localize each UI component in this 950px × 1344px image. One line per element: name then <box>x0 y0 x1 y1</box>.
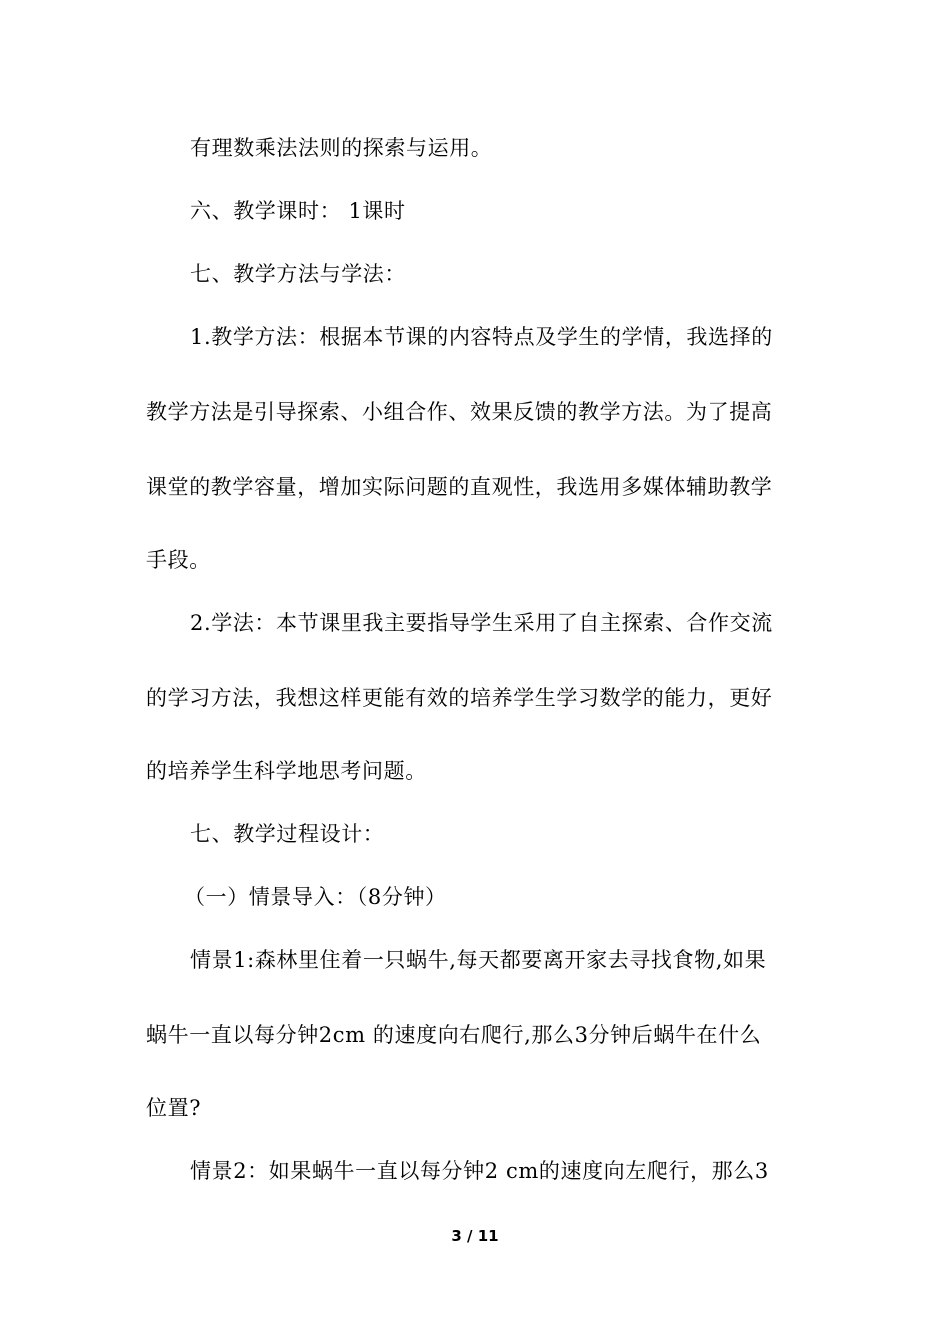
section-heading-process: 七、教学过程设计： <box>190 822 385 846</box>
paragraph-line: 手段。 <box>146 548 211 572</box>
paragraph-line: 2.学法：本节课里我主要指导学生采用了自主探索、合作交流 <box>190 611 773 635</box>
paragraph-line: 蜗牛一直以每分钟2cm 的速度向右爬行,那么3分钟后蜗牛在什么 <box>146 1023 762 1047</box>
page-number: 3 / 11 <box>451 1227 499 1245</box>
paragraph-line: 情景1:森林里住着一只蜗牛,每天都要离开家去寻找食物,如果 <box>190 948 767 972</box>
paragraph-line: 的学习方法，我想这样更能有效的培养学生学习数学的能力，更好 <box>146 686 773 710</box>
paragraph-line: 位置? <box>146 1096 202 1120</box>
paragraph-line: 1.教学方法：根据本节课的内容特点及学生的学情，我选择的 <box>190 325 773 349</box>
paragraph-line: 情景2：如果蜗牛一直以每分钟2 cm的速度向左爬行，那么3 <box>190 1159 769 1183</box>
paragraph-line: 的培养学生科学地思考问题。 <box>146 759 427 783</box>
paragraph-line: 教学方法是引导探索、小组合作、效果反馈的教学方法。为了提高 <box>146 400 773 424</box>
section-heading-methods: 七、教学方法与学法： <box>190 262 406 286</box>
paragraph-line: 有理数乘法法则的探索与运用。 <box>190 136 493 160</box>
section-heading-teaching-hours: 六、教学课时： 1课时 <box>190 199 406 223</box>
paragraph-line: 课堂的教学容量，增加实际问题的直观性，我选用多媒体辅助教学 <box>146 475 773 499</box>
subsection-heading: （一）情景导入：（8分钟） <box>184 885 447 909</box>
